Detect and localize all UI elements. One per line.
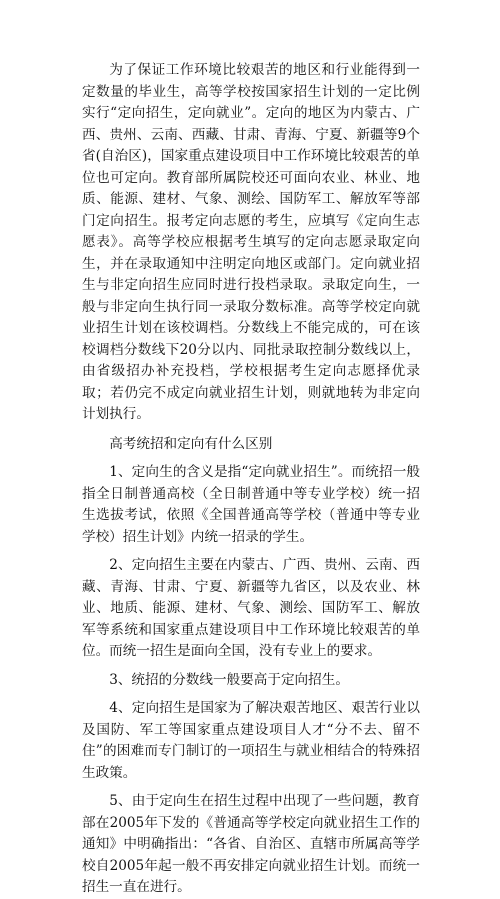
section-heading: 高考统招和定向有什么区别 xyxy=(109,435,273,452)
list-item-3: 3、统招的分数线一般要高于定向招生。 xyxy=(109,671,349,688)
list-item-2: 2、定向招生主要在内蒙古、广西、贵州、云南、西藏、青海、甘肃、宁夏、新疆等九省区，以及农业、林业、地质、能源、建材、气象、测绘、国防军工、解放军等系统和国家重点建设项目中工作环境比较艰苦的单位。而统一招生是面向全国，没有专业上的要求。 xyxy=(82,557,420,659)
list-item-5: 5、由于定向生在招生过程中出现了一些问题，教育部在2005年下发的《普通高等学校定向就业招生工作的通知》中明确指出：“各省、自治区、直辖市所属高等学校自2005年起一般不再安排定向就业招生计划。而统一招生一直在进行。 xyxy=(82,793,420,895)
list-item-4: 4、定向招生是国家为了解决艰苦地区、艰苦行业以及国防、军工等国家重点建设项目人才“分不去、留不住”的困难而专门制订的一项招生与就业相结合的特殊招生政策。 xyxy=(82,700,420,781)
list-item-1: 1、定向生的含义是指“定向就业招生”。而统招一般指全日制普通高校（全日制普通中等专业学校）统一招生选拔考试，依照《全国普通高等学校（普通中等专业学校）招生计划》内统一招录的学生。 xyxy=(82,464,420,545)
document-page xyxy=(82,60,420,899)
intro-paragraph: 为了保证工作环境比较艰苦的地区和行业能得到一定数量的毕业生，高等学校按国家招生计划的一定比例实行“定向招生，定向就业”。定向的地区为内蒙古、广西、贵州、云南、西藏、甘肃、青海、宁夏、新疆等9个省(自治区)，国家重点建设项目中工作环境比较艰苦的单位也可定向。教育部所属院校还可面向农业、林业、地质、能源、建材、气象、测绘、国防军工、解放军等部门定向招生。报考定向志愿的考生，应填写《定向生志愿表》。高等学校应根据考生填写的定向志愿录取定向生，并在录取通知中注明定向地区或部门。定向就业招生与非定向招生应同时进行投档录取。录取定向生，一般与非定向生执行同一录取分数标准。高等学校定向就业招生计划在该校调档。分数线上不能完成的，可在该校调档分数线下20分以内、同批录取控制分数线以上，由省级招办补充投档，学校根据考生定向志愿择优录取；若仍完不成定向就业招生计划，则就地转为非定向计划执行。 xyxy=(82,62,420,422)
